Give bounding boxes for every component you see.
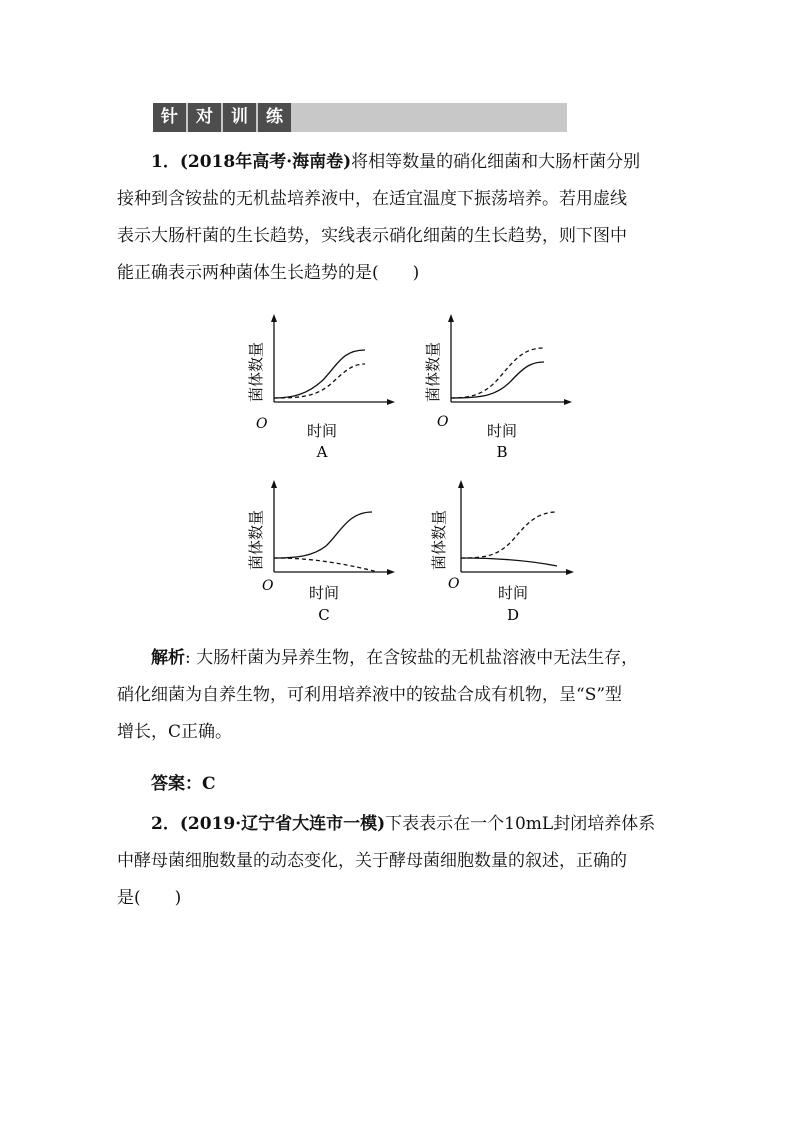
answer-value: C <box>202 774 216 794</box>
origin-label: O <box>448 576 460 592</box>
solid-curve <box>274 350 365 398</box>
y-axis-arrow <box>271 480 277 488</box>
answer <box>117 766 684 803</box>
graph-label: B <box>496 443 508 461</box>
x-axis-label: 时间 <box>308 584 340 602</box>
graph-b <box>424 312 587 466</box>
question-1-text: 将相等数量的硝化细菌和大肠杆菌分别 <box>351 152 641 172</box>
question-2-line <box>117 806 684 843</box>
x-axis-arrow <box>387 399 395 405</box>
y-axis-arrow <box>271 314 277 322</box>
y-axis-label: 菌体数量 <box>430 509 448 571</box>
question-1-source: (2018年高考·海南卷) <box>179 152 352 172</box>
question-2-number: 2． <box>151 814 180 834</box>
analysis-line: 硝化细菌为自养生物，可利用培养液中的铵盐合成有机物，呈“S”型 <box>117 685 623 705</box>
question-1 <box>117 144 684 292</box>
question-2 <box>117 806 684 917</box>
graph-b-svg <box>424 312 587 462</box>
y-axis-label: 菌体数量 <box>424 341 442 403</box>
solid-curve <box>274 512 372 558</box>
section-header-char: 对 <box>188 103 223 132</box>
analysis-line: 增长，C正确。 <box>117 722 233 742</box>
answer-line <box>117 766 684 803</box>
section-header <box>153 103 567 132</box>
question-2-line: 中酵母菌细胞数量的动态变化，关于酵母菌细胞数量的叙述，正确的 <box>117 851 627 871</box>
y-axis-label: 菌体数量 <box>247 341 265 403</box>
section-header-char: 针 <box>153 103 188 132</box>
dashed-curve <box>274 364 365 398</box>
origin-label: O <box>256 416 268 432</box>
x-axis-arrow <box>566 569 574 575</box>
origin-label: O <box>437 414 449 430</box>
analysis-text: : 大肠杆菌为异养生物，在含铵盐的无机盐溶液中无法生存， <box>185 648 639 668</box>
x-axis-label: 时间 <box>497 584 529 602</box>
dashed-curve <box>461 512 557 558</box>
graph-label: D <box>506 606 520 624</box>
graph-label: A <box>316 443 328 461</box>
graph-label: C <box>318 606 330 624</box>
x-axis-arrow <box>387 569 395 575</box>
question-2-source: (2019·辽宁省大连市一模) <box>179 814 386 834</box>
graph-d-svg <box>427 478 587 628</box>
question-1-line: 接种到含铵盐的无机盐培养液中，在适宜温度下振荡培养。若用虚线 <box>117 189 627 209</box>
dashed-curve <box>274 558 378 572</box>
y-axis-arrow <box>458 480 464 488</box>
question-1-number: 1． <box>151 152 180 172</box>
question-2-line: 是( ) <box>117 888 182 908</box>
y-axis-arrow <box>448 314 454 322</box>
solid-curve <box>461 558 557 566</box>
graph-a <box>248 312 408 466</box>
question-1-line <box>117 144 684 181</box>
graph-d <box>427 478 587 632</box>
question-2-text: 下表表示在一个10mL封闭培养体系 <box>385 814 656 834</box>
graph-c-svg <box>248 478 408 628</box>
section-header-tag <box>153 103 291 132</box>
x-axis-label: 时间 <box>486 422 518 440</box>
analysis-label: 解析 <box>151 648 185 668</box>
origin-label: O <box>262 578 274 594</box>
question-1-line: 能正确表示两种菌体生长趋势的是( ) <box>117 263 420 283</box>
graph-c <box>248 478 408 632</box>
y-axis-label: 菌体数量 <box>247 509 265 571</box>
graph-a-svg <box>248 312 408 462</box>
analysis <box>117 640 684 751</box>
section-header-char: 训 <box>223 103 258 132</box>
analysis-line <box>117 640 684 677</box>
section-header-char: 练 <box>266 107 283 127</box>
question-1-line: 表示大肠杆菌的生长趋势，实线表示硝化细菌的生长趋势，则下图中 <box>117 226 627 246</box>
x-axis-arrow <box>564 399 572 405</box>
answer-label: 答案： <box>151 774 202 794</box>
x-axis-label: 时间 <box>306 422 338 440</box>
